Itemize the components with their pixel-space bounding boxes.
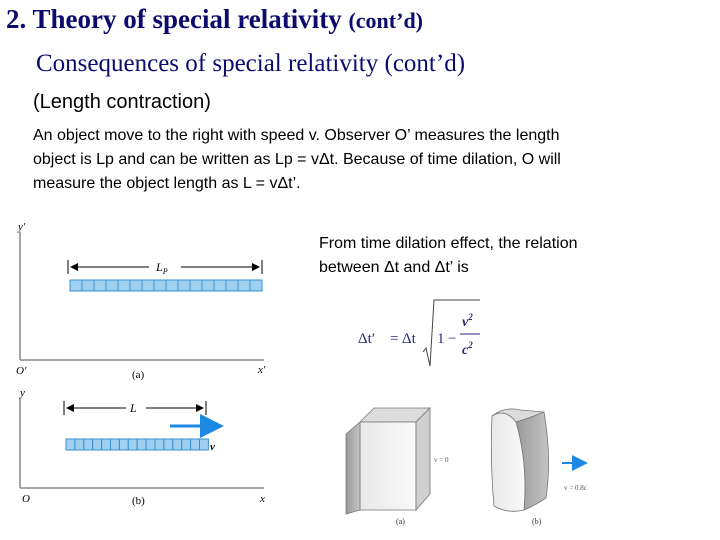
object-tile	[250, 280, 262, 291]
object-a-tiles	[70, 280, 262, 291]
panel-b	[19, 387, 265, 507]
object-tile	[102, 439, 111, 450]
eq-rhs: Δt	[402, 331, 416, 347]
object-tile	[118, 280, 130, 291]
time-dilation-equation	[356, 296, 486, 372]
x-label-b: x	[260, 493, 265, 505]
object-tile	[173, 439, 182, 450]
length-contraction-figure	[14, 220, 304, 520]
object-tile	[164, 439, 173, 450]
origin-label-a: O′	[16, 365, 27, 377]
box-a	[346, 408, 449, 526]
slide-title	[6, 4, 423, 35]
object-tile	[182, 439, 191, 450]
object-tile	[238, 280, 250, 291]
lp-label: $L_P$	[156, 260, 168, 276]
object-tile	[119, 439, 128, 450]
eq-denominator: $c^2$	[462, 340, 473, 358]
object-tile	[191, 439, 200, 450]
object-tile	[70, 280, 82, 291]
caption-a: (a)	[132, 369, 145, 381]
eq-minus: −	[448, 331, 457, 347]
object-tile	[178, 280, 190, 291]
origin-label-b: O	[22, 493, 30, 505]
box-a-speed: v = 0	[434, 456, 449, 464]
object-tile	[106, 280, 118, 291]
object-tile	[166, 280, 178, 291]
object-tile	[226, 280, 238, 291]
object-tile	[137, 439, 146, 450]
object-tile	[190, 280, 202, 291]
panel-a	[16, 221, 266, 381]
object-tile	[154, 280, 166, 291]
paragraph-line: object is Lp and can be written as Lp = vΔt. Because of time dilation, O will	[33, 151, 561, 168]
note-line: From time dilation effect, the relation	[319, 235, 578, 252]
box-contraction-figure	[340, 402, 610, 532]
title-main: 2. Theory of special relativity	[6, 4, 342, 34]
velocity-label: v	[210, 441, 215, 453]
paragraph-line: An object move to the right with speed v. Observer O’ measures the length	[33, 127, 560, 144]
slide-subtitle: Consequences of special relativity (cont’d)	[36, 50, 466, 77]
explanation-paragraph	[33, 124, 673, 196]
eq-one: 1	[437, 331, 445, 347]
object-tile	[82, 280, 94, 291]
title-suffix: (cont’d)	[348, 8, 424, 33]
object-tile	[130, 280, 142, 291]
box-b	[491, 409, 586, 526]
object-tile	[155, 439, 164, 450]
eq-equals: =	[390, 331, 399, 347]
object-tile	[214, 280, 226, 291]
object-b-tiles	[66, 439, 208, 450]
object-tile	[200, 439, 209, 450]
y-label-a: y′	[18, 221, 26, 233]
eq-lhs: Δt′	[358, 331, 376, 347]
object-tile	[84, 439, 93, 450]
x-label-a: x′	[258, 364, 266, 376]
object-tile	[75, 439, 84, 450]
l-label: L	[130, 401, 137, 415]
object-tile	[202, 280, 214, 291]
object-tile	[66, 439, 75, 450]
object-tile	[128, 439, 137, 450]
object-tile	[142, 280, 154, 291]
object-tile	[94, 280, 106, 291]
eq-numerator: $v^2$	[462, 312, 473, 330]
caption-b: (b)	[132, 495, 145, 507]
object-tile	[111, 439, 120, 450]
time-dilation-note	[319, 232, 639, 280]
y-label-b: y	[20, 387, 25, 399]
paragraph-line: measure the object length as L = vΔt’.	[33, 175, 301, 192]
section-heading: (Length contraction)	[33, 91, 211, 113]
note-line: between Δt and Δt’ is	[319, 259, 469, 276]
box-b-caption: (b)	[532, 517, 542, 526]
object-tile	[146, 439, 155, 450]
box-a-caption: (a)	[396, 517, 405, 526]
object-tile	[93, 439, 102, 450]
box-b-speed: v = 0.8c	[564, 484, 587, 492]
